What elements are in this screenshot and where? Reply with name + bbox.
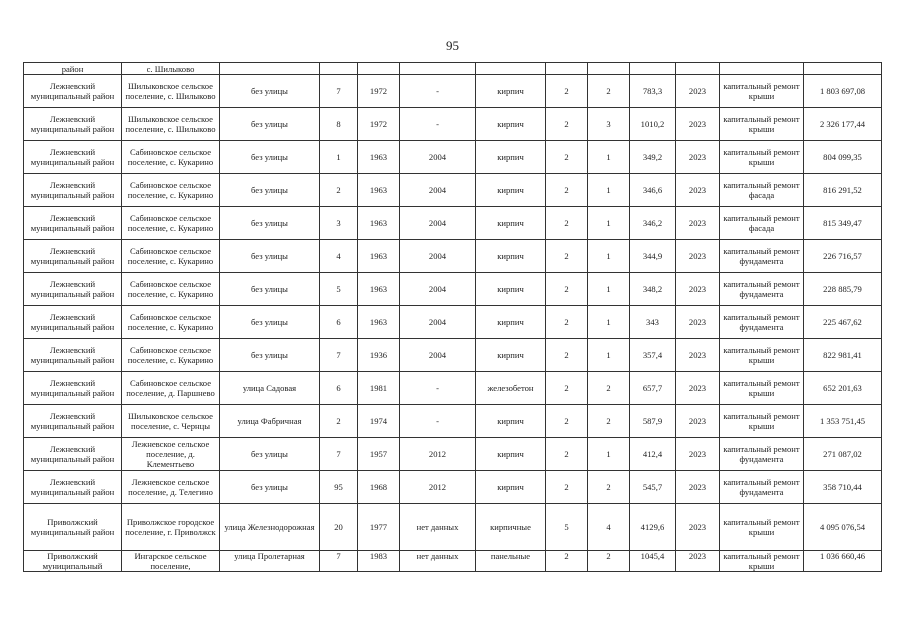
table-row [24, 273, 882, 306]
wall-material-cell: кирпич [476, 207, 546, 240]
area-cell: 657,7 [630, 372, 676, 405]
planned-year-cell: 2023 [676, 240, 720, 273]
floors-cell: 2 [546, 372, 588, 405]
year-built-cell: 1972 [358, 108, 400, 141]
municipal-district-cell: Лежневский муниципальный район [24, 438, 122, 471]
wall-material-cell: железобетон [476, 372, 546, 405]
cost-cell: 1 036 660,46 [804, 551, 882, 572]
year-built-cell: 1957 [358, 438, 400, 471]
year-built-cell: 1963 [358, 240, 400, 273]
floors-cell: 2 [546, 240, 588, 273]
house-number-cell: 7 [320, 438, 358, 471]
table-row [24, 141, 882, 174]
planned-year-cell: 2023 [676, 471, 720, 504]
work-type-cell: капитальный ремонт фундамента [720, 306, 804, 339]
settlement-cell: Ингарское сельское поселение, [122, 551, 220, 572]
area-cell: 346,2 [630, 207, 676, 240]
floors-cell: 2 [546, 551, 588, 572]
table-row [24, 504, 882, 551]
year-built-cell: 1983 [358, 551, 400, 572]
entrances-cell: 2 [588, 372, 630, 405]
settlement-cell: Шилыковское сельское поселение, с. Шилыково [122, 108, 220, 141]
area-cell: 545,7 [630, 471, 676, 504]
table-row [24, 306, 882, 339]
house-number-cell: 4 [320, 240, 358, 273]
cost-cell: 652 201,63 [804, 372, 882, 405]
settlement-cell: Сабиновское сельское поселение, с. Кукарино [122, 240, 220, 273]
street-cell: без улицы [220, 306, 320, 339]
street-cell: улица Пролетарная [220, 551, 320, 572]
year-renovated-cell: нет данных [400, 551, 476, 572]
entrances-cell: 2 [588, 551, 630, 572]
year-renovated-cell: 2004 [400, 306, 476, 339]
house-number-cell: 2 [320, 405, 358, 438]
cost-cell: 228 885,79 [804, 273, 882, 306]
planned-year-cell: 2023 [676, 405, 720, 438]
wall-material-cell: кирпич [476, 174, 546, 207]
settlement-cell: Лежневское сельское поселение, д. Телегино [122, 471, 220, 504]
municipal-district-cell: Приволжский муниципальный [24, 551, 122, 572]
work-type-cell: капитальный ремонт фасада [720, 207, 804, 240]
house-number-cell: 20 [320, 504, 358, 551]
entrances-cell: 4 [588, 504, 630, 551]
area-cell: 412,4 [630, 438, 676, 471]
work-type-cell: капитальный ремонт крыши [720, 75, 804, 108]
year-renovated-cell: 2004 [400, 339, 476, 372]
planned-year-cell: 2023 [676, 551, 720, 572]
wall-material-cell: кирпич [476, 438, 546, 471]
year-built-cell: 1936 [358, 339, 400, 372]
cost-cell: 225 467,62 [804, 306, 882, 339]
area-cell: 344,9 [630, 240, 676, 273]
street-cell: без улицы [220, 207, 320, 240]
house-number-cell: 7 [320, 339, 358, 372]
wall-material-cell: кирпичные [476, 504, 546, 551]
year-renovated-cell: - [400, 75, 476, 108]
work-type-cell: капитальный ремонт крыши [720, 108, 804, 141]
house-number-cell [320, 63, 358, 75]
table-row [24, 405, 882, 438]
work-type-cell: капитальный ремонт крыши [720, 504, 804, 551]
street-cell: без улицы [220, 438, 320, 471]
area-cell: 1010,2 [630, 108, 676, 141]
table-row [24, 438, 882, 471]
entrances-cell: 3 [588, 108, 630, 141]
floors-cell: 2 [546, 471, 588, 504]
planned-year-cell: 2023 [676, 372, 720, 405]
work-type-cell [720, 63, 804, 75]
work-type-cell: капитальный ремонт крыши [720, 141, 804, 174]
street-cell: без улицы [220, 75, 320, 108]
entrances-cell: 1 [588, 306, 630, 339]
floors-cell [546, 63, 588, 75]
municipal-district-cell: Лежневский муниципальный район [24, 207, 122, 240]
work-type-cell: капитальный ремонт крыши [720, 372, 804, 405]
area-cell: 587,9 [630, 405, 676, 438]
area-cell: 343 [630, 306, 676, 339]
work-type-cell: капитальный ремонт крыши [720, 339, 804, 372]
street-cell [220, 63, 320, 75]
table-row [24, 207, 882, 240]
planned-year-cell: 2023 [676, 108, 720, 141]
planned-year-cell: 2023 [676, 438, 720, 471]
cost-cell: 2 326 177,44 [804, 108, 882, 141]
table-row [24, 174, 882, 207]
municipal-district-cell: район [24, 63, 122, 75]
street-cell: без улицы [220, 108, 320, 141]
floors-cell: 2 [546, 405, 588, 438]
settlement-cell: Шилыковское сельское поселение, с. Чернцы [122, 405, 220, 438]
house-number-cell: 6 [320, 306, 358, 339]
house-number-cell: 5 [320, 273, 358, 306]
municipal-district-cell: Лежневский муниципальный район [24, 273, 122, 306]
year-renovated-cell: 2004 [400, 207, 476, 240]
settlement-cell: Сабиновское сельское поселение, с. Кукарино [122, 339, 220, 372]
entrances-cell: 1 [588, 339, 630, 372]
planned-year-cell [676, 63, 720, 75]
year-renovated-cell: 2004 [400, 174, 476, 207]
year-built-cell: 1974 [358, 405, 400, 438]
planned-year-cell: 2023 [676, 75, 720, 108]
entrances-cell: 2 [588, 471, 630, 504]
table-row-continued [24, 63, 882, 75]
year-renovated-cell: - [400, 108, 476, 141]
entrances-cell: 1 [588, 240, 630, 273]
area-cell [630, 63, 676, 75]
page-number: 95 [446, 38, 459, 53]
cost-cell: 816 291,52 [804, 174, 882, 207]
wall-material-cell: кирпич [476, 405, 546, 438]
area-cell: 783,3 [630, 75, 676, 108]
municipal-district-cell: Приволжский муниципальный район [24, 504, 122, 551]
floors-cell: 2 [546, 108, 588, 141]
table-body [24, 63, 882, 572]
wall-material-cell: панельные [476, 551, 546, 572]
work-type-cell: капитальный ремонт крыши [720, 551, 804, 572]
floors-cell: 2 [546, 306, 588, 339]
street-cell: без улицы [220, 141, 320, 174]
municipal-district-cell: Лежневский муниципальный район [24, 372, 122, 405]
year-built-cell: 1968 [358, 471, 400, 504]
wall-material-cell: кирпич [476, 240, 546, 273]
planned-year-cell: 2023 [676, 504, 720, 551]
wall-material-cell: кирпич [476, 75, 546, 108]
floors-cell: 5 [546, 504, 588, 551]
year-renovated-cell: - [400, 372, 476, 405]
work-type-cell: капитальный ремонт фундамента [720, 471, 804, 504]
house-number-cell: 8 [320, 108, 358, 141]
table-row [24, 240, 882, 273]
floors-cell: 2 [546, 339, 588, 372]
street-cell: улица Фабричная [220, 405, 320, 438]
settlement-cell: Сабиновское сельское поселение, с. Кукарино [122, 141, 220, 174]
planned-year-cell: 2023 [676, 339, 720, 372]
entrances-cell: 2 [588, 75, 630, 108]
work-type-cell: капитальный ремонт фундамента [720, 273, 804, 306]
street-cell: без улицы [220, 471, 320, 504]
street-cell: без улицы [220, 174, 320, 207]
municipal-district-cell: Лежневский муниципальный район [24, 75, 122, 108]
planned-year-cell: 2023 [676, 306, 720, 339]
area-cell: 346,6 [630, 174, 676, 207]
street-cell: улица Садовая [220, 372, 320, 405]
work-type-cell: капитальный ремонт фундамента [720, 438, 804, 471]
entrances-cell: 1 [588, 438, 630, 471]
street-cell: без улицы [220, 339, 320, 372]
table-row [24, 75, 882, 108]
planned-year-cell: 2023 [676, 174, 720, 207]
municipal-district-cell: Лежневский муниципальный район [24, 240, 122, 273]
municipal-district-cell: Лежневский муниципальный район [24, 108, 122, 141]
street-cell: без улицы [220, 273, 320, 306]
cost-cell: 358 710,44 [804, 471, 882, 504]
cost-cell: 4 095 076,54 [804, 504, 882, 551]
entrances-cell [588, 63, 630, 75]
year-renovated-cell: 2012 [400, 438, 476, 471]
cost-cell: 271 087,02 [804, 438, 882, 471]
cost-cell: 1 803 697,08 [804, 75, 882, 108]
municipal-district-cell: Лежневский муниципальный район [24, 471, 122, 504]
house-number-cell: 6 [320, 372, 358, 405]
municipal-district-cell: Лежневский муниципальный район [24, 339, 122, 372]
settlement-cell: Сабиновское сельское поселение, д. Паршнево [122, 372, 220, 405]
settlement-cell: Сабиновское сельское поселение, с. Кукарино [122, 174, 220, 207]
year-renovated-cell: нет данных [400, 504, 476, 551]
wall-material-cell: кирпич [476, 141, 546, 174]
buildings-table [23, 62, 882, 572]
year-renovated-cell [400, 63, 476, 75]
settlement-cell: Сабиновское сельское поселение, с. Кукарино [122, 306, 220, 339]
floors-cell: 2 [546, 438, 588, 471]
cost-cell: 815 349,47 [804, 207, 882, 240]
cost-cell: 1 353 751,45 [804, 405, 882, 438]
year-renovated-cell: - [400, 405, 476, 438]
house-number-cell: 2 [320, 174, 358, 207]
municipal-district-cell: Лежневский муниципальный район [24, 405, 122, 438]
floors-cell: 2 [546, 273, 588, 306]
settlement-cell: Сабиновское сельское поселение, с. Кукарино [122, 207, 220, 240]
year-renovated-cell: 2004 [400, 273, 476, 306]
year-built-cell: 1963 [358, 207, 400, 240]
area-cell: 349,2 [630, 141, 676, 174]
area-cell: 1045,4 [630, 551, 676, 572]
cost-cell: 804 099,35 [804, 141, 882, 174]
year-built-cell: 1972 [358, 75, 400, 108]
street-cell: без улицы [220, 240, 320, 273]
year-renovated-cell: 2012 [400, 471, 476, 504]
year-built-cell: 1963 [358, 141, 400, 174]
wall-material-cell: кирпич [476, 471, 546, 504]
floors-cell: 2 [546, 174, 588, 207]
municipal-district-cell: Лежневский муниципальный район [24, 306, 122, 339]
area-cell: 348,2 [630, 273, 676, 306]
year-built-cell: 1963 [358, 273, 400, 306]
year-built-cell: 1981 [358, 372, 400, 405]
work-type-cell: капитальный ремонт фасада [720, 174, 804, 207]
planned-year-cell: 2023 [676, 207, 720, 240]
table-row [24, 471, 882, 504]
entrances-cell: 1 [588, 207, 630, 240]
wall-material-cell [476, 63, 546, 75]
wall-material-cell: кирпич [476, 273, 546, 306]
year-built-cell: 1963 [358, 306, 400, 339]
wall-material-cell: кирпич [476, 339, 546, 372]
entrances-cell: 1 [588, 141, 630, 174]
settlement-cell: с. Шилыково [122, 63, 220, 75]
municipal-district-cell: Лежневский муниципальный район [24, 174, 122, 207]
street-cell: улица Железнодорожная [220, 504, 320, 551]
municipal-district-cell: Лежневский муниципальный район [24, 141, 122, 174]
planned-year-cell: 2023 [676, 141, 720, 174]
house-number-cell: 7 [320, 75, 358, 108]
entrances-cell: 1 [588, 273, 630, 306]
entrances-cell: 2 [588, 405, 630, 438]
cost-cell: 822 981,41 [804, 339, 882, 372]
house-number-cell: 1 [320, 141, 358, 174]
house-number-cell: 7 [320, 551, 358, 572]
settlement-cell: Лежневское сельское поселение, д. Клементьево [122, 438, 220, 471]
wall-material-cell: кирпич [476, 306, 546, 339]
house-number-cell: 95 [320, 471, 358, 504]
table-row [24, 108, 882, 141]
settlement-cell: Шилыковское сельское поселение, с. Шилыково [122, 75, 220, 108]
table-row [24, 372, 882, 405]
work-type-cell: капитальный ремонт крыши [720, 405, 804, 438]
floors-cell: 2 [546, 75, 588, 108]
table-row [24, 339, 882, 372]
cost-cell [804, 63, 882, 75]
year-built-cell: 1963 [358, 174, 400, 207]
floors-cell: 2 [546, 207, 588, 240]
wall-material-cell: кирпич [476, 108, 546, 141]
house-number-cell: 3 [320, 207, 358, 240]
year-renovated-cell: 2004 [400, 240, 476, 273]
area-cell: 357,4 [630, 339, 676, 372]
year-built-cell: 1977 [358, 504, 400, 551]
cost-cell: 226 716,57 [804, 240, 882, 273]
settlement-cell: Приволжское городское поселение, г. Приволжск [122, 504, 220, 551]
settlement-cell: Сабиновское сельское поселение, с. Кукарино [122, 273, 220, 306]
year-renovated-cell: 2004 [400, 141, 476, 174]
year-built-cell [358, 63, 400, 75]
table-row [24, 551, 882, 572]
entrances-cell: 1 [588, 174, 630, 207]
work-type-cell: капитальный ремонт фундамента [720, 240, 804, 273]
planned-year-cell: 2023 [676, 273, 720, 306]
floors-cell: 2 [546, 141, 588, 174]
area-cell: 4129,6 [630, 504, 676, 551]
